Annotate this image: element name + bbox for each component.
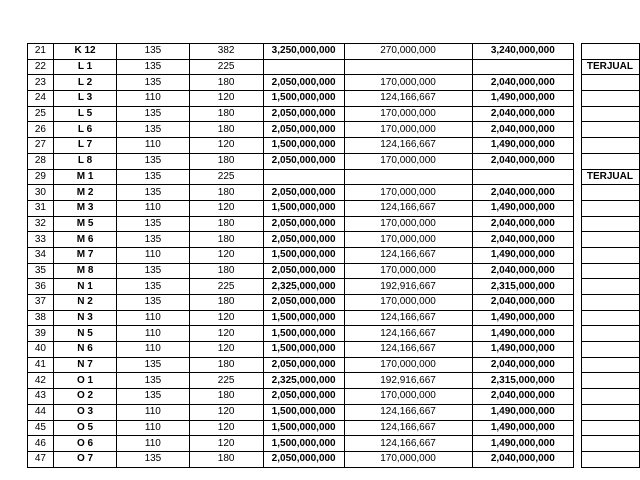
net-price-cell: 2,040,000,000 bbox=[472, 263, 574, 279]
column-gap bbox=[574, 59, 582, 75]
net-price-cell: 2,040,000,000 bbox=[472, 357, 574, 373]
land-area-cell: 135 bbox=[117, 357, 189, 373]
building-area-cell: 180 bbox=[189, 185, 263, 201]
status-cell: TERJUAL bbox=[581, 169, 639, 185]
installment-cell: 170,000,000 bbox=[344, 185, 472, 201]
net-price-cell: 2,040,000,000 bbox=[472, 216, 574, 232]
installment-cell: 124,166,667 bbox=[344, 404, 472, 420]
column-gap bbox=[574, 373, 582, 389]
status-cell bbox=[581, 247, 639, 263]
installment-cell: 170,000,000 bbox=[344, 263, 472, 279]
column-gap bbox=[574, 420, 582, 436]
price-cell: 2,325,000,000 bbox=[263, 279, 344, 295]
column-gap bbox=[574, 326, 582, 342]
building-area-cell: 120 bbox=[189, 247, 263, 263]
net-price-cell: 2,040,000,000 bbox=[472, 232, 574, 248]
net-price-cell: 1,490,000,000 bbox=[472, 420, 574, 436]
land-area-cell: 110 bbox=[117, 420, 189, 436]
table-row bbox=[28, 169, 640, 185]
installment-cell: 170,000,000 bbox=[344, 357, 472, 373]
unit-code-cell: L 8 bbox=[53, 153, 116, 169]
building-area-cell: 180 bbox=[189, 122, 263, 138]
status-cell bbox=[581, 326, 639, 342]
table-row bbox=[28, 342, 640, 358]
installment-cell: 170,000,000 bbox=[344, 122, 472, 138]
row-number-cell: 33 bbox=[28, 232, 54, 248]
column-gap bbox=[574, 75, 582, 91]
price-cell: 3,250,000,000 bbox=[263, 44, 344, 60]
unit-code-cell: M 8 bbox=[53, 263, 116, 279]
net-price-cell: 1,490,000,000 bbox=[472, 138, 574, 154]
status-cell bbox=[581, 263, 639, 279]
building-area-cell: 180 bbox=[189, 389, 263, 405]
table-row bbox=[28, 295, 640, 311]
unit-code-cell: M 1 bbox=[53, 169, 116, 185]
net-price-cell: 1,490,000,000 bbox=[472, 326, 574, 342]
land-area-cell: 110 bbox=[117, 404, 189, 420]
row-number-cell: 36 bbox=[28, 279, 54, 295]
unit-code-cell: L 7 bbox=[53, 138, 116, 154]
net-price-cell: 1,490,000,000 bbox=[472, 404, 574, 420]
column-gap bbox=[574, 279, 582, 295]
price-cell: 2,050,000,000 bbox=[263, 185, 344, 201]
status-cell bbox=[581, 389, 639, 405]
building-area-cell: 180 bbox=[189, 451, 263, 467]
unit-code-cell: N 2 bbox=[53, 295, 116, 311]
installment-cell: 170,000,000 bbox=[344, 216, 472, 232]
column-gap bbox=[574, 295, 582, 311]
land-area-cell: 135 bbox=[117, 122, 189, 138]
status-cell bbox=[581, 357, 639, 373]
table-row bbox=[28, 185, 640, 201]
table-row bbox=[28, 153, 640, 169]
building-area-cell: 225 bbox=[189, 279, 263, 295]
land-area-cell: 135 bbox=[117, 451, 189, 467]
land-area-cell: 110 bbox=[117, 342, 189, 358]
land-area-cell: 135 bbox=[117, 44, 189, 60]
installment-cell: 124,166,667 bbox=[344, 420, 472, 436]
column-gap bbox=[574, 91, 582, 107]
land-area-cell: 110 bbox=[117, 247, 189, 263]
row-number-cell: 40 bbox=[28, 342, 54, 358]
price-cell: 2,050,000,000 bbox=[263, 451, 344, 467]
building-area-cell: 225 bbox=[189, 169, 263, 185]
column-gap bbox=[574, 436, 582, 452]
land-area-cell: 135 bbox=[117, 59, 189, 75]
column-gap bbox=[574, 389, 582, 405]
installment-cell: 170,000,000 bbox=[344, 75, 472, 91]
unit-code-cell: K 12 bbox=[53, 44, 116, 60]
net-price-cell bbox=[472, 59, 574, 75]
table-row bbox=[28, 138, 640, 154]
column-gap bbox=[574, 138, 582, 154]
installment-cell: 192,916,667 bbox=[344, 373, 472, 389]
land-area-cell: 110 bbox=[117, 310, 189, 326]
table-row bbox=[28, 420, 640, 436]
status-cell bbox=[581, 185, 639, 201]
installment-cell: 270,000,000 bbox=[344, 44, 472, 60]
table-row bbox=[28, 357, 640, 373]
price-cell: 2,325,000,000 bbox=[263, 373, 344, 389]
installment-cell: 124,166,667 bbox=[344, 91, 472, 107]
row-number-cell: 29 bbox=[28, 169, 54, 185]
status-cell bbox=[581, 279, 639, 295]
building-area-cell: 180 bbox=[189, 75, 263, 91]
building-area-cell: 180 bbox=[189, 153, 263, 169]
unit-code-cell: L 6 bbox=[53, 122, 116, 138]
row-number-cell: 42 bbox=[28, 373, 54, 389]
building-area-cell: 382 bbox=[189, 44, 263, 60]
net-price-cell: 2,040,000,000 bbox=[472, 295, 574, 311]
price-cell: 2,050,000,000 bbox=[263, 357, 344, 373]
price-cell: 2,050,000,000 bbox=[263, 232, 344, 248]
building-area-cell: 180 bbox=[189, 357, 263, 373]
column-gap bbox=[574, 153, 582, 169]
net-price-cell: 2,040,000,000 bbox=[472, 75, 574, 91]
column-gap bbox=[574, 185, 582, 201]
unit-code-cell: O 5 bbox=[53, 420, 116, 436]
column-gap bbox=[574, 232, 582, 248]
column-gap bbox=[574, 357, 582, 373]
column-gap bbox=[574, 44, 582, 60]
column-gap bbox=[574, 247, 582, 263]
building-area-cell: 120 bbox=[189, 310, 263, 326]
land-area-cell: 135 bbox=[117, 153, 189, 169]
unit-code-cell: O 2 bbox=[53, 389, 116, 405]
column-gap bbox=[574, 310, 582, 326]
land-area-cell: 135 bbox=[117, 263, 189, 279]
column-gap bbox=[574, 122, 582, 138]
table-row bbox=[28, 216, 640, 232]
installment-cell: 192,916,667 bbox=[344, 279, 472, 295]
status-cell bbox=[581, 436, 639, 452]
price-cell: 1,500,000,000 bbox=[263, 200, 344, 216]
table-row bbox=[28, 451, 640, 467]
row-number-cell: 44 bbox=[28, 404, 54, 420]
price-cell: 2,050,000,000 bbox=[263, 263, 344, 279]
land-area-cell: 135 bbox=[117, 373, 189, 389]
building-area-cell: 120 bbox=[189, 138, 263, 154]
net-price-cell: 2,315,000,000 bbox=[472, 373, 574, 389]
row-number-cell: 26 bbox=[28, 122, 54, 138]
net-price-cell: 1,490,000,000 bbox=[472, 310, 574, 326]
table-row bbox=[28, 326, 640, 342]
table-body bbox=[28, 44, 640, 468]
net-price-cell: 1,490,000,000 bbox=[472, 200, 574, 216]
status-cell bbox=[581, 153, 639, 169]
building-area-cell: 180 bbox=[189, 295, 263, 311]
net-price-cell: 1,490,000,000 bbox=[472, 342, 574, 358]
unit-code-cell: O 7 bbox=[53, 451, 116, 467]
row-number-cell: 46 bbox=[28, 436, 54, 452]
price-cell: 1,500,000,000 bbox=[263, 342, 344, 358]
installment-cell: 124,166,667 bbox=[344, 247, 472, 263]
table-row bbox=[28, 389, 640, 405]
installment-cell: 124,166,667 bbox=[344, 310, 472, 326]
table-row bbox=[28, 404, 640, 420]
net-price-cell: 2,040,000,000 bbox=[472, 122, 574, 138]
unit-code-cell: L 2 bbox=[53, 75, 116, 91]
installment-cell: 124,166,667 bbox=[344, 200, 472, 216]
table-row bbox=[28, 122, 640, 138]
price-cell: 2,050,000,000 bbox=[263, 389, 344, 405]
net-price-cell: 1,490,000,000 bbox=[472, 247, 574, 263]
column-gap bbox=[574, 216, 582, 232]
net-price-cell bbox=[472, 169, 574, 185]
price-cell bbox=[263, 59, 344, 75]
column-gap bbox=[574, 169, 582, 185]
status-cell bbox=[581, 373, 639, 389]
land-area-cell: 135 bbox=[117, 185, 189, 201]
installment-cell bbox=[344, 59, 472, 75]
unit-code-cell: M 5 bbox=[53, 216, 116, 232]
building-area-cell: 120 bbox=[189, 326, 263, 342]
land-area-cell: 110 bbox=[117, 436, 189, 452]
unit-code-cell: O 3 bbox=[53, 404, 116, 420]
price-cell: 2,050,000,000 bbox=[263, 295, 344, 311]
status-cell bbox=[581, 404, 639, 420]
status-cell bbox=[581, 310, 639, 326]
installment-cell: 124,166,667 bbox=[344, 342, 472, 358]
installment-cell: 124,166,667 bbox=[344, 326, 472, 342]
unit-code-cell: O 1 bbox=[53, 373, 116, 389]
price-cell: 1,500,000,000 bbox=[263, 138, 344, 154]
status-cell bbox=[581, 44, 639, 60]
price-cell: 2,050,000,000 bbox=[263, 75, 344, 91]
row-number-cell: 21 bbox=[28, 44, 54, 60]
installment-cell: 170,000,000 bbox=[344, 389, 472, 405]
net-price-cell: 1,490,000,000 bbox=[472, 91, 574, 107]
building-area-cell: 180 bbox=[189, 232, 263, 248]
table-row bbox=[28, 247, 640, 263]
row-number-cell: 34 bbox=[28, 247, 54, 263]
price-cell: 1,500,000,000 bbox=[263, 436, 344, 452]
price-cell: 1,500,000,000 bbox=[263, 91, 344, 107]
row-number-cell: 35 bbox=[28, 263, 54, 279]
table-row bbox=[28, 310, 640, 326]
status-cell bbox=[581, 232, 639, 248]
row-number-cell: 43 bbox=[28, 389, 54, 405]
building-area-cell: 225 bbox=[189, 373, 263, 389]
building-area-cell: 180 bbox=[189, 216, 263, 232]
status-cell bbox=[581, 216, 639, 232]
net-price-cell: 2,040,000,000 bbox=[472, 153, 574, 169]
unit-code-cell: M 2 bbox=[53, 185, 116, 201]
unit-code-cell: N 3 bbox=[53, 310, 116, 326]
unit-code-cell: L 3 bbox=[53, 91, 116, 107]
status-cell: TERJUAL bbox=[581, 59, 639, 75]
installment-cell: 170,000,000 bbox=[344, 232, 472, 248]
installment-cell: 170,000,000 bbox=[344, 153, 472, 169]
status-cell bbox=[581, 200, 639, 216]
land-area-cell: 110 bbox=[117, 91, 189, 107]
row-number-cell: 41 bbox=[28, 357, 54, 373]
building-area-cell: 120 bbox=[189, 404, 263, 420]
price-cell: 1,500,000,000 bbox=[263, 247, 344, 263]
land-area-cell: 110 bbox=[117, 200, 189, 216]
row-number-cell: 24 bbox=[28, 91, 54, 107]
land-area-cell: 135 bbox=[117, 106, 189, 122]
table-row bbox=[28, 44, 640, 60]
land-area-cell: 135 bbox=[117, 279, 189, 295]
row-number-cell: 38 bbox=[28, 310, 54, 326]
row-number-cell: 25 bbox=[28, 106, 54, 122]
net-price-cell: 2,040,000,000 bbox=[472, 185, 574, 201]
row-number-cell: 45 bbox=[28, 420, 54, 436]
table-row bbox=[28, 106, 640, 122]
table-row bbox=[28, 232, 640, 248]
building-area-cell: 180 bbox=[189, 106, 263, 122]
unit-code-cell: M 6 bbox=[53, 232, 116, 248]
price-cell: 2,050,000,000 bbox=[263, 216, 344, 232]
price-cell: 1,500,000,000 bbox=[263, 310, 344, 326]
table-row bbox=[28, 263, 640, 279]
status-cell bbox=[581, 138, 639, 154]
status-cell bbox=[581, 75, 639, 91]
status-cell bbox=[581, 91, 639, 107]
column-gap bbox=[574, 404, 582, 420]
building-area-cell: 120 bbox=[189, 91, 263, 107]
row-number-cell: 28 bbox=[28, 153, 54, 169]
column-gap bbox=[574, 106, 582, 122]
land-area-cell: 110 bbox=[117, 138, 189, 154]
net-price-cell: 2,040,000,000 bbox=[472, 389, 574, 405]
row-number-cell: 27 bbox=[28, 138, 54, 154]
status-cell bbox=[581, 420, 639, 436]
status-cell bbox=[581, 122, 639, 138]
net-price-cell: 2,315,000,000 bbox=[472, 279, 574, 295]
land-area-cell: 135 bbox=[117, 216, 189, 232]
price-cell: 2,050,000,000 bbox=[263, 106, 344, 122]
status-cell bbox=[581, 106, 639, 122]
unit-code-cell: L 1 bbox=[53, 59, 116, 75]
row-number-cell: 31 bbox=[28, 200, 54, 216]
land-area-cell: 110 bbox=[117, 326, 189, 342]
column-gap bbox=[574, 451, 582, 467]
unit-code-cell: N 1 bbox=[53, 279, 116, 295]
building-area-cell: 225 bbox=[189, 59, 263, 75]
price-cell: 2,050,000,000 bbox=[263, 153, 344, 169]
land-area-cell: 135 bbox=[117, 75, 189, 91]
row-number-cell: 30 bbox=[28, 185, 54, 201]
table-row bbox=[28, 373, 640, 389]
table-row bbox=[28, 436, 640, 452]
net-price-cell: 1,490,000,000 bbox=[472, 436, 574, 452]
row-number-cell: 23 bbox=[28, 75, 54, 91]
building-area-cell: 120 bbox=[189, 200, 263, 216]
row-number-cell: 47 bbox=[28, 451, 54, 467]
column-gap bbox=[574, 263, 582, 279]
installment-cell: 170,000,000 bbox=[344, 451, 472, 467]
installment-cell: 170,000,000 bbox=[344, 106, 472, 122]
table-row bbox=[28, 59, 640, 75]
unit-code-cell: L 5 bbox=[53, 106, 116, 122]
status-cell bbox=[581, 295, 639, 311]
column-gap bbox=[574, 200, 582, 216]
installment-cell: 124,166,667 bbox=[344, 436, 472, 452]
unit-code-cell: N 5 bbox=[53, 326, 116, 342]
row-number-cell: 39 bbox=[28, 326, 54, 342]
status-cell bbox=[581, 451, 639, 467]
price-table bbox=[27, 43, 640, 468]
unit-code-cell: O 6 bbox=[53, 436, 116, 452]
land-area-cell: 135 bbox=[117, 169, 189, 185]
land-area-cell: 135 bbox=[117, 389, 189, 405]
column-gap bbox=[574, 342, 582, 358]
row-number-cell: 22 bbox=[28, 59, 54, 75]
table-row bbox=[28, 91, 640, 107]
net-price-cell: 3,240,000,000 bbox=[472, 44, 574, 60]
unit-code-cell: M 3 bbox=[53, 200, 116, 216]
unit-code-cell: N 6 bbox=[53, 342, 116, 358]
row-number-cell: 37 bbox=[28, 295, 54, 311]
land-area-cell: 135 bbox=[117, 295, 189, 311]
building-area-cell: 120 bbox=[189, 436, 263, 452]
building-area-cell: 120 bbox=[189, 420, 263, 436]
row-number-cell: 32 bbox=[28, 216, 54, 232]
installment-cell: 124,166,667 bbox=[344, 138, 472, 154]
price-cell: 1,500,000,000 bbox=[263, 404, 344, 420]
installment-cell bbox=[344, 169, 472, 185]
price-cell: 2,050,000,000 bbox=[263, 122, 344, 138]
building-area-cell: 120 bbox=[189, 342, 263, 358]
table-row bbox=[28, 75, 640, 91]
net-price-cell: 2,040,000,000 bbox=[472, 106, 574, 122]
net-price-cell: 2,040,000,000 bbox=[472, 451, 574, 467]
installment-cell: 170,000,000 bbox=[344, 295, 472, 311]
price-cell: 1,500,000,000 bbox=[263, 420, 344, 436]
status-cell bbox=[581, 342, 639, 358]
table-row bbox=[28, 200, 640, 216]
building-area-cell: 180 bbox=[189, 263, 263, 279]
price-cell bbox=[263, 169, 344, 185]
unit-code-cell: N 7 bbox=[53, 357, 116, 373]
unit-code-cell: M 7 bbox=[53, 247, 116, 263]
table-row bbox=[28, 279, 640, 295]
price-cell: 1,500,000,000 bbox=[263, 326, 344, 342]
land-area-cell: 135 bbox=[117, 232, 189, 248]
